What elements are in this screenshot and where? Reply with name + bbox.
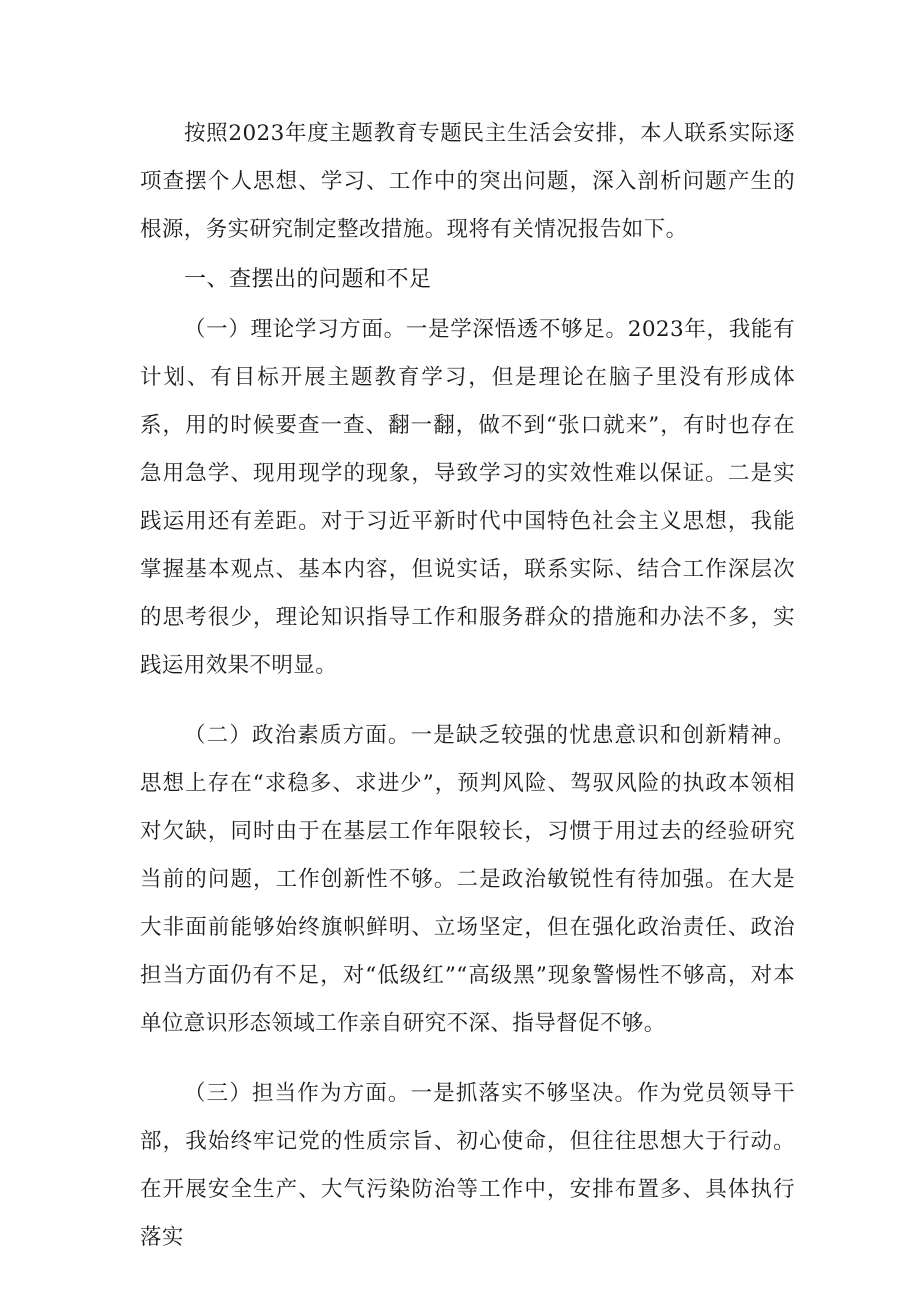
section-heading-problems: 一、查摆出的问题和不足 xyxy=(184,267,432,292)
paragraph-political-quality: （二）政治素质方面。一是缺乏较强的忧患意识和创新精神。思想上存在“求稳多、求进少”，预判风险、驾驭风险的执政本领相对欠缺，同时由于在基层工作年限较长，习惯于用过去的经验研究当前的问题，工作创新性不够。二是政治敏锐性有待加强。在大是大非面前能够始终旗帜鲜明、立场坚定，但在强化政治责任、政治担当方面仍有不足，对“低级红”“高级黑”现象警惕性不够高，对本单位意识形态领域工作亲自研究不深、指导督促不够。 xyxy=(140,723,795,1036)
intro-paragraph: 按照2023年度主题教育专题民主生活会安排，本人联系实际逐项查摆个人思想、学习、工作中的突出问题，深入剖析问题产生的根源，务实研究制定整改措施。现将有关情况报告如下。 xyxy=(140,121,795,242)
document-body xyxy=(140,110,795,1262)
paragraph-theory-study: （一）理论学习方面。一是学深悟透不够足。2023年，我能有计划、有目标开展主题教育学习，但是理论在脑子里没有形成体系，用的时候要查一查、翻一翻，做不到“张口就来”，有时也存在急用急学、现用现学的现象，导致学习的实效性难以保证。二是实践运用还有差距。对于习近平新时代中国特色社会主义思想，我能掌握基本观点、基本内容，但说实话，联系实际、结合工作深层次的思考很少，理论知识指导工作和服务群众的措施和办法不多，实践运用效果不明显。 xyxy=(140,317,795,678)
paragraph-responsibility: （三）担当作为方面。一是抓落实不够坚决。作为党员领导干部，我始终牢记党的性质宗旨、初心使命，但往往思想大于行动。在开展安全生产、大气污染防治等工作中，安排布置多、具体执行落实 xyxy=(140,1081,795,1250)
paragraph-gap xyxy=(140,1048,795,1070)
paragraph-gap xyxy=(140,690,795,712)
